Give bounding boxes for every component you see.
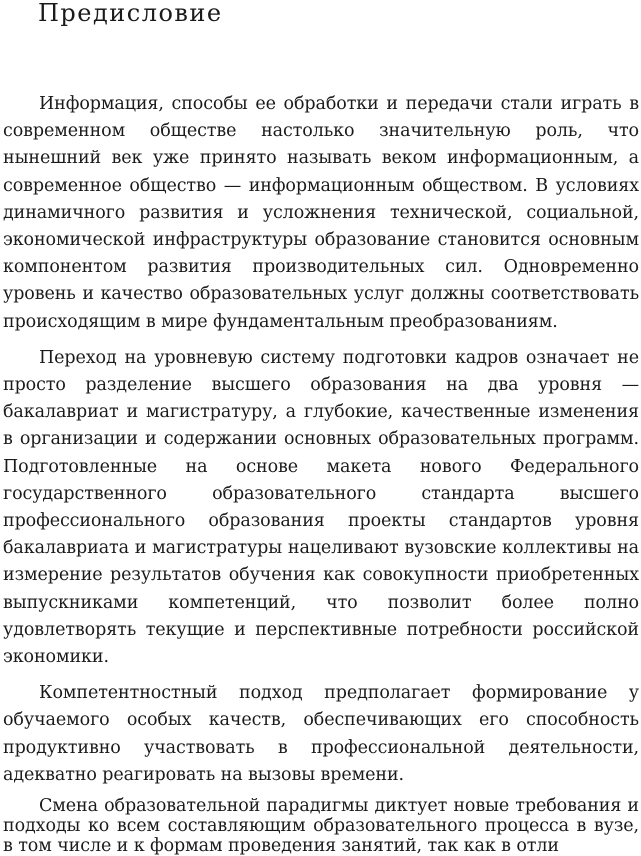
body-text bbox=[3, 91, 639, 856]
section-heading: Предисловие bbox=[38, 0, 223, 27]
paragraph-3: Компетентностный подход предполагает формирование у обучаемого особых качеств, обеспечивающих его способность продуктивно участвовать в профессиональной деятельности, адекватно реагировать на вызовы времени. bbox=[3, 683, 639, 785]
paragraph-2: Переход на уровневую систему подготовки кадров означает не просто разделение высшего образования на два уровня — бакалавриат и магистратуру, а глубокие, качественные изменения в организации и содержании основных образовательных программ. Подготовленные на основе макета нового Федерального государственного образовательного стандарта высшего профессионального образования проекты стандартов уровня бакалавриата и магистратуры нацеливают вузовские коллективы на измерение результатов обучения как совокупности приобретенных выпускниками компетенций, что позволит более полно удовлетворять текущие и перспективные потребности российской экономики. bbox=[3, 347, 639, 668]
paragraph-1: Информация, способы ее обработки и передачи стали играть в современном обществе настолько значительную роль, что нынешний век уже принято называть веком информационным, а современное общество — информационным обществом. В условиях динамичного развития и усложнения технической, социальной, экономической инфраструктуры образование становится основным компонентом развития производительных сил. Одновременно уровень и качество образовательных услуг должны соответствовать происходящим в мире фундаментальным преобразованиям. bbox=[3, 94, 639, 332]
paragraph-4: Смена образовательной парадигмы диктует новые требования и подходы ко всем составляющим образовательного процесса в вузе, в том числе и к формам проведения занятий, так как в отли bbox=[3, 796, 639, 856]
